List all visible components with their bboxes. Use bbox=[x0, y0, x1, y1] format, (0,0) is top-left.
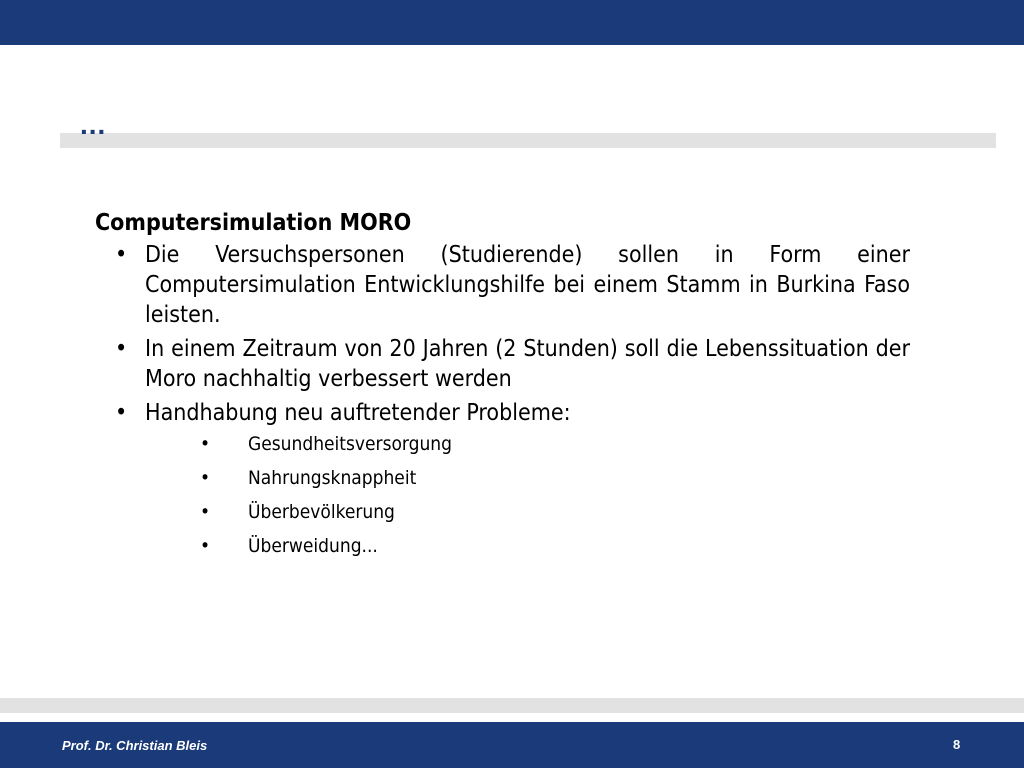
bullet-glyph: • bbox=[115, 242, 128, 268]
title-rule bbox=[60, 133, 996, 148]
bullet-text: Handhabung neu auftretender Probleme: bbox=[145, 400, 571, 426]
bullet-item bbox=[95, 398, 910, 428]
slide-title: ... bbox=[80, 109, 107, 140]
sub-bullet-glyph: • bbox=[200, 433, 211, 455]
sub-bullet-text: Nahrungsknappheit bbox=[248, 467, 417, 489]
sub-bullet-text: Gesundheitsversorgung bbox=[248, 433, 452, 455]
sub-bullet-item bbox=[95, 432, 910, 466]
sub-bullet-text: Überbevölkerung bbox=[248, 501, 395, 523]
sub-bullet-glyph: • bbox=[200, 535, 211, 557]
sub-bullet-glyph: • bbox=[200, 467, 211, 489]
section-heading: Computersimulation MORO bbox=[95, 210, 412, 236]
sub-bullet-item bbox=[95, 466, 910, 500]
sub-bullet-item bbox=[95, 534, 910, 568]
bullet-item bbox=[95, 240, 910, 330]
slide-content bbox=[95, 208, 910, 568]
sub-bullet-item bbox=[95, 500, 910, 534]
footer-author: Prof. Dr. Christian Bleis bbox=[62, 738, 208, 753]
sub-bullet-glyph: • bbox=[200, 501, 211, 523]
bullet-glyph: • bbox=[115, 400, 128, 426]
page-number: 8 bbox=[953, 737, 961, 752]
header-bar bbox=[0, 0, 1024, 45]
bullet-item bbox=[95, 334, 910, 394]
bullet-list bbox=[95, 240, 910, 428]
bullet-text: In einem Zeitraum von 20 Jahren (2 Stunden) soll die Lebenssituation der Moro nachhaltig verbessert werden bbox=[145, 336, 910, 392]
sub-bullet-list bbox=[95, 432, 910, 568]
bullet-glyph: • bbox=[115, 336, 128, 362]
footer-rule bbox=[0, 698, 1024, 713]
bullet-text: Die Versuchspersonen (Studierende) sollen in Form einer Computersimulation Entwicklungshilfe bei einem Stamm in Burkina Faso leisten. bbox=[145, 242, 910, 328]
sub-bullet-text: Überweidung... bbox=[248, 535, 378, 557]
